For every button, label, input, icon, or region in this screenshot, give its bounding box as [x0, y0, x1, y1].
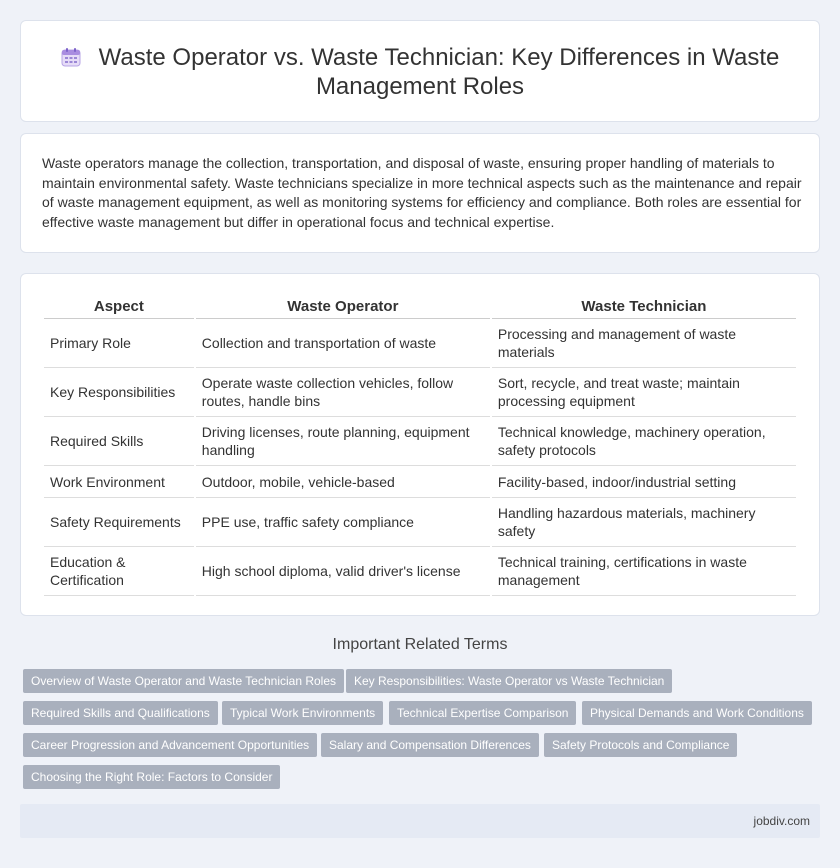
related-tag[interactable]: Key Responsibilities: Waste Operator vs Waste Technician [346, 669, 672, 693]
table-row [44, 547, 796, 596]
row-technician: Handling hazardous materials, machinery safety [492, 498, 796, 547]
related-tag[interactable]: Safety Protocols and Compliance [544, 733, 737, 757]
comparison-table [42, 295, 798, 596]
intro-paragraph: Waste operators manage the collection, transportation, and disposal of waste, ensuring proper handling of materials to maintain environmental safety. Waste technicians specialize in more technical aspects such as the maintenance and repair of waste management equipment, as well as monitoring systems for efficiency and compliance. Both roles are essential for effective waste management but differ in operational focus and technical expertise. [42, 155, 802, 230]
title-wrap [21, 43, 819, 101]
title-card [20, 20, 820, 122]
page-title-text: Waste Operator vs. Waste Technician: Key Differences in Waste Management Roles [98, 44, 780, 100]
row-technician: Technical knowledge, machinery operation, safety protocols [492, 417, 796, 466]
related-tag[interactable]: Career Progression and Advancement Opportunities [23, 733, 317, 757]
table-row [44, 417, 796, 466]
related-tag[interactable]: Required Skills and Qualifications [23, 701, 218, 725]
footer-site[interactable]: jobdiv.com [753, 814, 810, 828]
table-row [44, 498, 796, 547]
row-operator: Operate waste collection vehicles, follow routes, handle bins [196, 368, 490, 417]
row-aspect: Primary Role [44, 319, 194, 368]
comparison-card [20, 273, 820, 616]
table-row [44, 319, 796, 368]
calendar-icon [61, 47, 81, 67]
row-operator: High school diploma, valid driver's license [196, 547, 490, 596]
row-operator: Outdoor, mobile, vehicle-based [196, 466, 490, 498]
header-waste-technician: Waste Technician [492, 295, 796, 319]
intro-card [20, 133, 820, 253]
related-terms-title: Important Related Terms [332, 636, 508, 653]
related-tag[interactable]: Physical Demands and Work Conditions [582, 701, 812, 725]
row-operator: Collection and transportation of waste [196, 319, 490, 368]
row-aspect: Work Environment [44, 466, 194, 498]
row-aspect: Required Skills [44, 417, 194, 466]
related-tag[interactable]: Salary and Compensation Differences [321, 733, 539, 757]
header-aspect: Aspect [44, 295, 194, 319]
header-waste-operator: Waste Operator [196, 295, 490, 319]
related-tag[interactable]: Technical Expertise Comparison [389, 701, 576, 725]
row-technician: Sort, recycle, and treat waste; maintain processing equipment [492, 368, 796, 417]
row-technician: Facility-based, indoor/industrial setting [492, 466, 796, 498]
row-aspect: Education & Certification [44, 547, 194, 596]
related-tag[interactable]: Overview of Waste Operator and Waste Technician Roles [23, 669, 344, 693]
table-row [44, 466, 796, 498]
related-tag[interactable]: Choosing the Right Role: Factors to Consider [23, 765, 280, 789]
row-aspect: Safety Requirements [44, 498, 194, 547]
table-header-row [44, 295, 796, 319]
row-operator: PPE use, traffic safety compliance [196, 498, 490, 547]
page-title [51, 43, 789, 101]
row-technician: Processing and management of waste materials [492, 319, 796, 368]
related-tag[interactable]: Typical Work Environments [222, 701, 383, 725]
row-technician: Technical training, certifications in waste management [492, 547, 796, 596]
table-row [44, 368, 796, 417]
footer [20, 804, 820, 838]
row-operator: Driving licenses, route planning, equipment handling [196, 417, 490, 466]
row-aspect: Key Responsibilities [44, 368, 194, 417]
